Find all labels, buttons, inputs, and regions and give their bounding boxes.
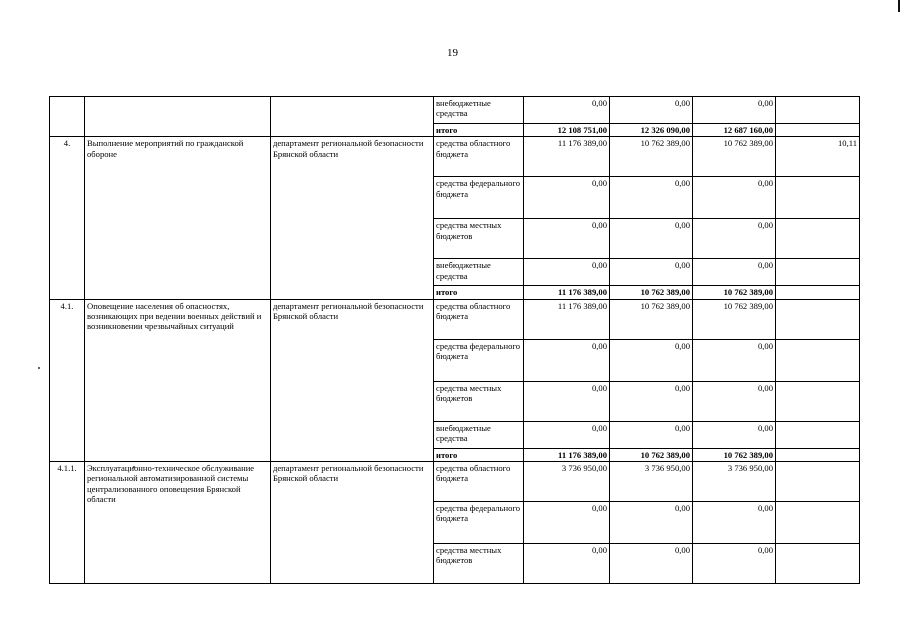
scan-edge-mark — [898, 0, 900, 12]
amount-year3-cell: 0,00 — [693, 501, 776, 543]
amount-year1-cell: 0,00 — [524, 339, 610, 381]
share-percent-cell — [776, 381, 860, 421]
amount-year1-cell: 11 176 389,00 — [524, 137, 610, 177]
budget-table — [49, 96, 860, 584]
share-percent-cell — [776, 177, 860, 219]
item-name-cell: Выполнение мероприятий по гражданской обороне — [85, 137, 271, 299]
amount-year3-cell: 0,00 — [693, 259, 776, 286]
share-percent-cell — [776, 219, 860, 259]
amount-year1-cell: 0,00 — [524, 259, 610, 286]
amount-year2-cell: 12 326 090,00 — [610, 124, 693, 137]
share-percent-cell: 10,11 — [776, 137, 860, 177]
amount-year2-cell: 0,00 — [610, 97, 693, 124]
executor-cell: департамент региональной безопасности Брянской области — [271, 461, 434, 583]
amount-year2-cell: 10 762 389,00 — [610, 286, 693, 299]
item-number-cell: 4.1.1. — [50, 461, 85, 583]
share-percent-cell — [776, 501, 860, 543]
amount-year2-cell: 3 736 950,00 — [610, 461, 693, 501]
amount-year1-cell: 12 108 751,00 — [524, 124, 610, 137]
amount-year1-cell: 0,00 — [524, 381, 610, 421]
table-row — [50, 299, 860, 339]
page-number: 19 — [447, 47, 458, 59]
amount-year3-cell: 0,00 — [693, 543, 776, 583]
amount-year3-cell: 0,00 — [693, 177, 776, 219]
amount-year2-cell: 0,00 — [610, 177, 693, 219]
item-name-cell: Эксплуатационно-техническое обслуживание региональной автоматизированной системы централизованного оповещения Брянской области — [85, 461, 271, 583]
amount-year2-cell: 10 762 389,00 — [610, 299, 693, 339]
share-percent-cell — [776, 339, 860, 381]
share-percent-cell — [776, 421, 860, 448]
share-percent-cell — [776, 97, 860, 124]
amount-year2-cell: 0,00 — [610, 543, 693, 583]
funding-source-cell: внебюджетные средства — [434, 421, 524, 448]
funding-source-cell: итого — [434, 448, 524, 461]
amount-year1-cell: 3 736 950,00 — [524, 461, 610, 501]
table-row — [50, 137, 860, 177]
item-name-cell — [85, 97, 271, 137]
funding-source-cell: средства местных бюджетов — [434, 381, 524, 421]
amount-year3-cell: 0,00 — [693, 97, 776, 124]
funding-source-cell: средства местных бюджетов — [434, 219, 524, 259]
table-row — [50, 461, 860, 501]
funding-source-cell: средства местных бюджетов — [434, 543, 524, 583]
executor-cell — [271, 97, 434, 137]
amount-year2-cell: 0,00 — [610, 339, 693, 381]
executor-cell: департамент региональной безопасности Брянской области — [271, 299, 434, 461]
share-percent-cell — [776, 543, 860, 583]
amount-year1-cell: 0,00 — [524, 177, 610, 219]
amount-year1-cell: 11 176 389,00 — [524, 286, 610, 299]
amount-year1-cell: 0,00 — [524, 501, 610, 543]
amount-year1-cell: 0,00 — [524, 421, 610, 448]
budget-table-body — [50, 97, 860, 584]
funding-source-cell: средства федерального бюджета — [434, 339, 524, 381]
funding-source-cell: итого — [434, 286, 524, 299]
share-percent-cell — [776, 299, 860, 339]
funding-source-cell: средства областного бюджета — [434, 461, 524, 501]
amount-year3-cell: 10 762 389,00 — [693, 137, 776, 177]
amount-year2-cell: 0,00 — [610, 381, 693, 421]
amount-year3-cell: 10 762 389,00 — [693, 448, 776, 461]
amount-year1-cell: 0,00 — [524, 219, 610, 259]
amount-year2-cell: 0,00 — [610, 259, 693, 286]
item-number-cell — [50, 97, 85, 137]
share-percent-cell — [776, 124, 860, 137]
funding-source-cell: средства областного бюджета — [434, 137, 524, 177]
scan-artifact-dot — [38, 367, 40, 369]
amount-year2-cell: 10 762 389,00 — [610, 448, 693, 461]
share-percent-cell — [776, 461, 860, 501]
amount-year3-cell: 12 687 160,00 — [693, 124, 776, 137]
amount-year2-cell: 0,00 — [610, 501, 693, 543]
share-percent-cell — [776, 286, 860, 299]
item-name-cell: Оповещение населения об опасностях, возникающих при ведении военных действий и возникновении чрезвычайных ситуаций — [85, 299, 271, 461]
funding-source-cell: внебюджетные средства — [434, 97, 524, 124]
funding-source-cell: средства областного бюджета — [434, 299, 524, 339]
amount-year3-cell: 3 736 950,00 — [693, 461, 776, 501]
amount-year3-cell: 0,00 — [693, 421, 776, 448]
executor-cell: департамент региональной безопасности Брянской области — [271, 137, 434, 299]
share-percent-cell — [776, 259, 860, 286]
share-percent-cell — [776, 448, 860, 461]
table-row — [50, 97, 860, 124]
amount-year1-cell: 11 176 389,00 — [524, 299, 610, 339]
amount-year2-cell: 10 762 389,00 — [610, 137, 693, 177]
item-number-cell: 4. — [50, 137, 85, 299]
amount-year1-cell: 0,00 — [524, 543, 610, 583]
amount-year2-cell: 0,00 — [610, 219, 693, 259]
amount-year1-cell: 0,00 — [524, 97, 610, 124]
amount-year1-cell: 11 176 389,00 — [524, 448, 610, 461]
funding-source-cell: средства федерального бюджета — [434, 177, 524, 219]
amount-year3-cell: 10 762 389,00 — [693, 286, 776, 299]
funding-source-cell: итого — [434, 124, 524, 137]
funding-source-cell: средства федерального бюджета — [434, 501, 524, 543]
amount-year2-cell: 0,00 — [610, 421, 693, 448]
amount-year3-cell: 10 762 389,00 — [693, 299, 776, 339]
amount-year3-cell: 0,00 — [693, 381, 776, 421]
funding-source-cell: внебюджетные средства — [434, 259, 524, 286]
amount-year3-cell: 0,00 — [693, 219, 776, 259]
item-number-cell: 4.1. — [50, 299, 85, 461]
amount-year3-cell: 0,00 — [693, 339, 776, 381]
